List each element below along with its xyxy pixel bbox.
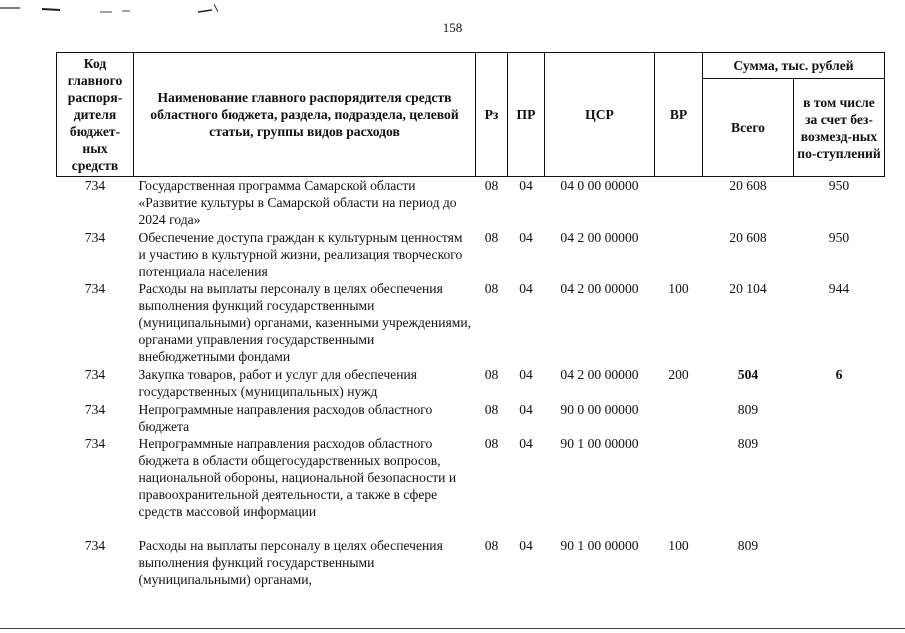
cell-pr: 04 <box>519 280 533 296</box>
table-row <box>57 229 885 280</box>
cell-rz: 08 <box>484 537 499 553</box>
cell-total: 809 <box>737 537 759 553</box>
cell-rz: 08 <box>484 178 499 193</box>
cell-vr <box>655 401 703 435</box>
cell-code: 734 <box>84 366 106 382</box>
cell-csr: 90 0 00 00000 <box>560 401 639 417</box>
cell-grants: 950 <box>828 229 850 245</box>
cell-grants: 950 <box>828 178 850 193</box>
cell-total: 20 608 <box>729 178 767 193</box>
table-row <box>57 280 885 366</box>
header-name: Наименование главного распорядителя средств областного бюджета, раздела, подраздела, целевой статьи, группы видов расходов <box>134 53 476 177</box>
cell-vr: 100 <box>668 537 689 553</box>
table-row <box>57 177 885 229</box>
cell-code: 734 <box>84 280 106 296</box>
header-pr: ПР <box>508 53 545 177</box>
cell-grants: 6 <box>835 366 843 382</box>
cell-rz: 08 <box>484 366 499 382</box>
cell-total: 809 <box>737 401 759 417</box>
cell-name: Государственная программа Самарской области «Развитие культуры в Самарской области на период до 2024 года» <box>138 178 457 227</box>
cell-total: 809 <box>737 435 759 451</box>
cell-code: 734 <box>84 229 106 245</box>
header-csr: ЦСР <box>545 53 655 177</box>
cell-name: Расходы на выплаты персоналу в целях обеспечения выполнения функций государственными (муниципальными) органами, <box>138 537 443 587</box>
cell-vr: 100 <box>668 280 689 296</box>
cell-grants <box>794 401 885 435</box>
header-total: Всего <box>703 79 794 177</box>
header-sum-group: Сумма, тыс. рублей <box>703 53 885 79</box>
cell-code: 734 <box>84 401 106 417</box>
cell-rz: 08 <box>484 280 499 296</box>
cell-pr: 04 <box>519 435 533 451</box>
cell-csr: 04 2 00 00000 <box>560 229 639 245</box>
cell-vr <box>655 177 703 229</box>
cell-pr: 04 <box>519 229 533 245</box>
cell-csr: 04 2 00 00000 <box>560 280 639 296</box>
cell-rz: 08 <box>484 401 499 417</box>
cell-csr: 90 1 00 00000 <box>560 537 639 553</box>
table-row <box>57 435 885 537</box>
cell-total: 504 <box>737 366 759 382</box>
cell-total: 20 608 <box>729 229 767 245</box>
header-vr: ВР <box>655 53 703 177</box>
table-row <box>57 537 885 597</box>
table-row <box>57 366 885 401</box>
cell-name: Расходы на выплаты персоналу в целях обеспечения выполнения функций государственными (муниципальными) органами, казенными учреждениями, органами управления государственными внебюджетными фондами <box>138 280 472 364</box>
cell-code: 734 <box>84 435 106 451</box>
budget-table <box>56 52 885 597</box>
table-row <box>57 401 885 435</box>
cell-csr: 04 2 00 00000 <box>560 366 639 382</box>
cell-name: Непрограммные направления расходов областного бюджета в области общегосударственных вопросов, национальной обороны, национальной безопасности и правоохранительной деятельности, а также в сфере средств массовой информации <box>138 435 457 519</box>
cell-pr: 04 <box>519 401 533 417</box>
cell-vr <box>655 229 703 280</box>
page-number: 158 <box>442 20 463 35</box>
cell-grants: 944 <box>828 280 850 296</box>
header-rz: Рз <box>476 53 508 177</box>
cell-grants <box>794 537 885 597</box>
cell-csr: 90 1 00 00000 <box>560 435 639 451</box>
header-grants: в том числе за счет без-возмезд-ных по-ступлений <box>794 79 885 177</box>
cell-pr: 04 <box>519 537 533 553</box>
cell-code: 734 <box>84 178 106 193</box>
cell-total: 20 104 <box>729 280 767 296</box>
cell-name: Обеспечение доступа граждан к культурным ценностям и участию в культурной жизни, реализация творческого потенциала населения <box>138 229 463 279</box>
cell-code: 734 <box>84 537 106 553</box>
cell-rz: 08 <box>484 229 499 245</box>
cell-pr: 04 <box>519 366 533 382</box>
cell-pr: 04 <box>519 178 533 193</box>
cell-name: Закупка товаров, работ и услуг для обеспечения государственных (муниципальных) нужд <box>138 366 417 399</box>
cell-grants <box>794 435 885 537</box>
cell-vr: 200 <box>668 366 689 382</box>
cell-name: Непрограммные направления расходов областного бюджета <box>138 401 433 434</box>
cell-rz: 08 <box>484 435 499 451</box>
cell-csr: 04 0 00 00000 <box>560 178 639 193</box>
header-code: Код главного распоря-дителя бюджет-ных средств <box>57 53 134 177</box>
page-bottom-edge <box>0 628 905 629</box>
scan-artifacts <box>0 0 905 20</box>
cell-vr <box>655 435 703 537</box>
